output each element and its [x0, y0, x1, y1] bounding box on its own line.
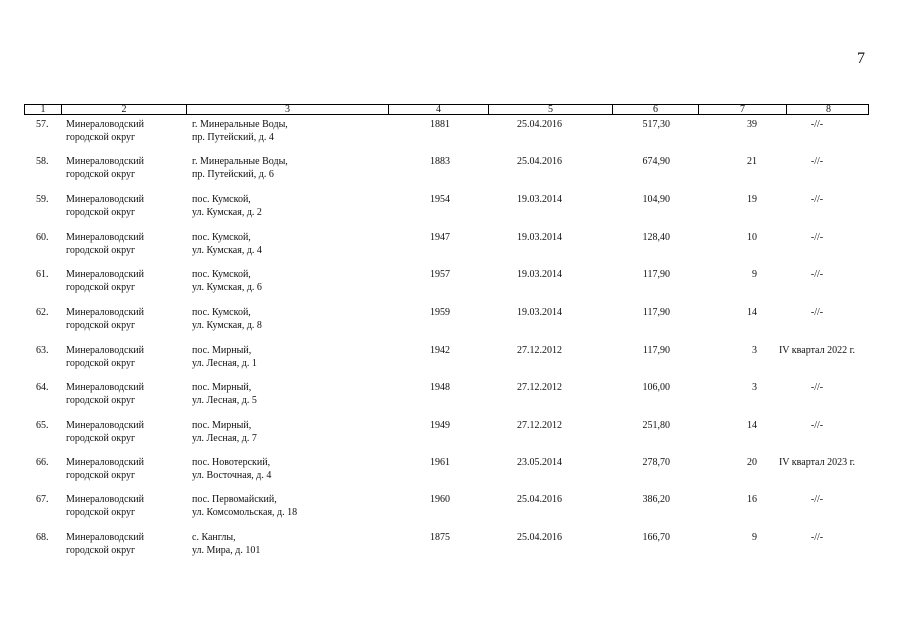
row-number: 62. [36, 307, 49, 318]
address-line-1: г. Минеральные Воды, [192, 119, 288, 130]
address-line-1: пос. Кумской, [192, 269, 251, 280]
header-col-1: 1 [25, 105, 62, 114]
residents-count: 14 [747, 307, 757, 318]
row-number: 58. [36, 156, 49, 167]
inspection-date: 25.04.2016 [517, 119, 562, 130]
district-line-2: городской округ [66, 245, 136, 256]
build-year: 1948 [430, 382, 450, 393]
address-line-1: с. Канглы, [192, 532, 236, 543]
district-line-1: Минераловодский [66, 457, 145, 468]
living-area: 117,90 [642, 307, 670, 318]
living-area: 278,70 [642, 457, 670, 468]
row-number: 68. [36, 532, 49, 543]
living-area: 106,00 [642, 382, 670, 393]
build-year: 1942 [430, 345, 450, 356]
row-number: 59. [36, 194, 49, 205]
build-year: 1959 [430, 307, 450, 318]
address-line-2: ул. Комсомольская, д. 18 [192, 507, 298, 518]
district-line-2: городской округ [66, 207, 136, 218]
row-number: 65. [36, 420, 49, 431]
district-line-1: Минераловодский [66, 119, 145, 130]
resettlement-term: -//- [810, 420, 824, 431]
address-line-1: г. Минеральные Воды, [192, 156, 288, 167]
residents-count: 19 [747, 194, 757, 205]
living-area: 674,90 [642, 156, 670, 167]
district-line-1: Минераловодский [66, 532, 145, 543]
district-line-1: Минераловодский [66, 232, 145, 243]
residents-count: 14 [747, 420, 757, 431]
row-number: 57. [36, 119, 49, 130]
inspection-date: 27.12.2012 [517, 382, 562, 393]
inspection-date: 25.04.2016 [517, 156, 562, 167]
address-line-1: пос. Мирный, [192, 420, 252, 431]
district-line-1: Минераловодский [66, 307, 145, 318]
inspection-date: 19.03.2014 [517, 269, 562, 280]
build-year: 1961 [430, 457, 450, 468]
address-line-1: пос. Первомайский, [192, 494, 277, 505]
address-line-1: пос. Кумской, [192, 232, 251, 243]
inspection-date: 19.03.2014 [517, 307, 562, 318]
row-number: 64. [36, 382, 49, 393]
living-area: 386,20 [642, 494, 670, 505]
inspection-date: 25.04.2016 [517, 494, 562, 505]
row-number: 61. [36, 269, 49, 280]
living-area: 104,90 [642, 194, 670, 205]
address-line-2: ул. Лесная, д. 1 [192, 358, 257, 369]
address-line-2: ул. Восточная, д. 4 [192, 470, 272, 481]
address-line-2: ул. Кумская, д. 8 [192, 320, 262, 331]
table-header [24, 104, 869, 115]
row-number: 63. [36, 345, 49, 356]
address-line-1: пос. Кумской, [192, 307, 251, 318]
residents-count: 21 [747, 156, 757, 167]
residents-count: 3 [752, 345, 757, 356]
address-line-1: пос. Кумской, [192, 194, 251, 205]
resettlement-term: -//- [810, 119, 824, 130]
residents-count: 9 [752, 269, 757, 280]
resettlement-term: IV квартал 2022 г. [778, 345, 856, 356]
address-line-1: пос. Мирный, [192, 345, 252, 356]
build-year: 1875 [430, 532, 450, 543]
header-col-6: 6 [613, 105, 699, 114]
resettlement-term: -//- [810, 156, 824, 167]
district-line-2: городской округ [66, 320, 136, 331]
page-number: 7 [857, 50, 865, 67]
inspection-date: 19.03.2014 [517, 232, 562, 243]
build-year: 1883 [430, 156, 450, 167]
inspection-date: 27.12.2012 [517, 420, 562, 431]
inspection-date: 19.03.2014 [517, 194, 562, 205]
resettlement-term: -//- [810, 382, 824, 393]
inspection-date: 23.05.2014 [517, 457, 562, 468]
district-line-1: Минераловодский [66, 494, 145, 505]
build-year: 1960 [430, 494, 450, 505]
inspection-date: 25.04.2016 [517, 532, 562, 543]
build-year: 1957 [430, 269, 450, 280]
inspection-date: 27.12.2012 [517, 345, 562, 356]
build-year: 1947 [430, 232, 450, 243]
living-area: 128,40 [642, 232, 670, 243]
header-col-5: 5 [489, 105, 613, 114]
header-col-8: 8 [826, 104, 831, 115]
build-year: 1881 [430, 119, 450, 130]
residents-count: 3 [752, 382, 757, 393]
header-col-7: 7 [699, 105, 787, 114]
address-line-2: ул. Лесная, д. 7 [192, 433, 257, 444]
residents-count: 16 [747, 494, 757, 505]
resettlement-term: -//- [810, 194, 824, 205]
district-line-2: городской округ [66, 169, 136, 180]
resettlement-term: -//- [810, 232, 824, 243]
row-number: 66. [36, 457, 49, 468]
district-line-2: городской округ [66, 470, 136, 481]
living-area: 117,90 [642, 269, 670, 280]
district-line-1: Минераловодский [66, 269, 145, 280]
district-line-1: Минераловодский [66, 345, 145, 356]
address-line-2: ул. Кумская, д. 4 [192, 245, 262, 256]
district-line-1: Минераловодский [66, 156, 145, 167]
resettlement-term: -//- [810, 532, 824, 543]
district-line-1: Минераловодский [66, 382, 145, 393]
district-line-2: городской округ [66, 282, 136, 293]
address-line-1: пос. Новотерский, [192, 457, 271, 468]
district-line-2: городской округ [66, 395, 136, 406]
address-line-2: ул. Кумская, д. 2 [192, 207, 262, 218]
resettlement-term: -//- [810, 269, 824, 280]
district-line-2: городской округ [66, 132, 136, 143]
resettlement-term: IV квартал 2023 г. [778, 457, 856, 468]
residents-count: 39 [747, 119, 757, 130]
resettlement-term: -//- [810, 494, 824, 505]
header-col-3: 3 [187, 105, 389, 114]
district-line-1: Минераловодский [66, 194, 145, 205]
row-number: 60. [36, 232, 49, 243]
address-line-1: пос. Мирный, [192, 382, 252, 393]
district-line-2: городской округ [66, 358, 136, 369]
living-area: 251,80 [642, 420, 670, 431]
header-col-2: 2 [62, 105, 187, 114]
living-area: 117,90 [642, 345, 670, 356]
address-line-2: ул. Лесная, д. 5 [192, 395, 257, 406]
residents-count: 9 [752, 532, 757, 543]
district-line-1: Минераловодский [66, 420, 145, 431]
build-year: 1949 [430, 420, 450, 431]
district-line-2: городской округ [66, 433, 136, 444]
resettlement-term: -//- [810, 307, 824, 318]
address-line-2: ул. Кумская, д. 6 [192, 282, 262, 293]
district-line-2: городской округ [66, 507, 136, 518]
address-line-2: ул. Мира, д. 101 [192, 545, 261, 556]
row-number: 67. [36, 494, 49, 505]
residents-count: 10 [747, 232, 757, 243]
residents-count: 20 [747, 457, 757, 468]
district-line-2: городской округ [66, 545, 136, 556]
header-col-4: 4 [389, 105, 489, 114]
living-area: 517,30 [642, 119, 670, 130]
build-year: 1954 [430, 194, 450, 205]
living-area: 166,70 [642, 532, 670, 543]
address-line-2: пр. Путейский, д. 4 [192, 132, 274, 143]
address-line-2: пр. Путейский, д. 6 [192, 169, 274, 180]
